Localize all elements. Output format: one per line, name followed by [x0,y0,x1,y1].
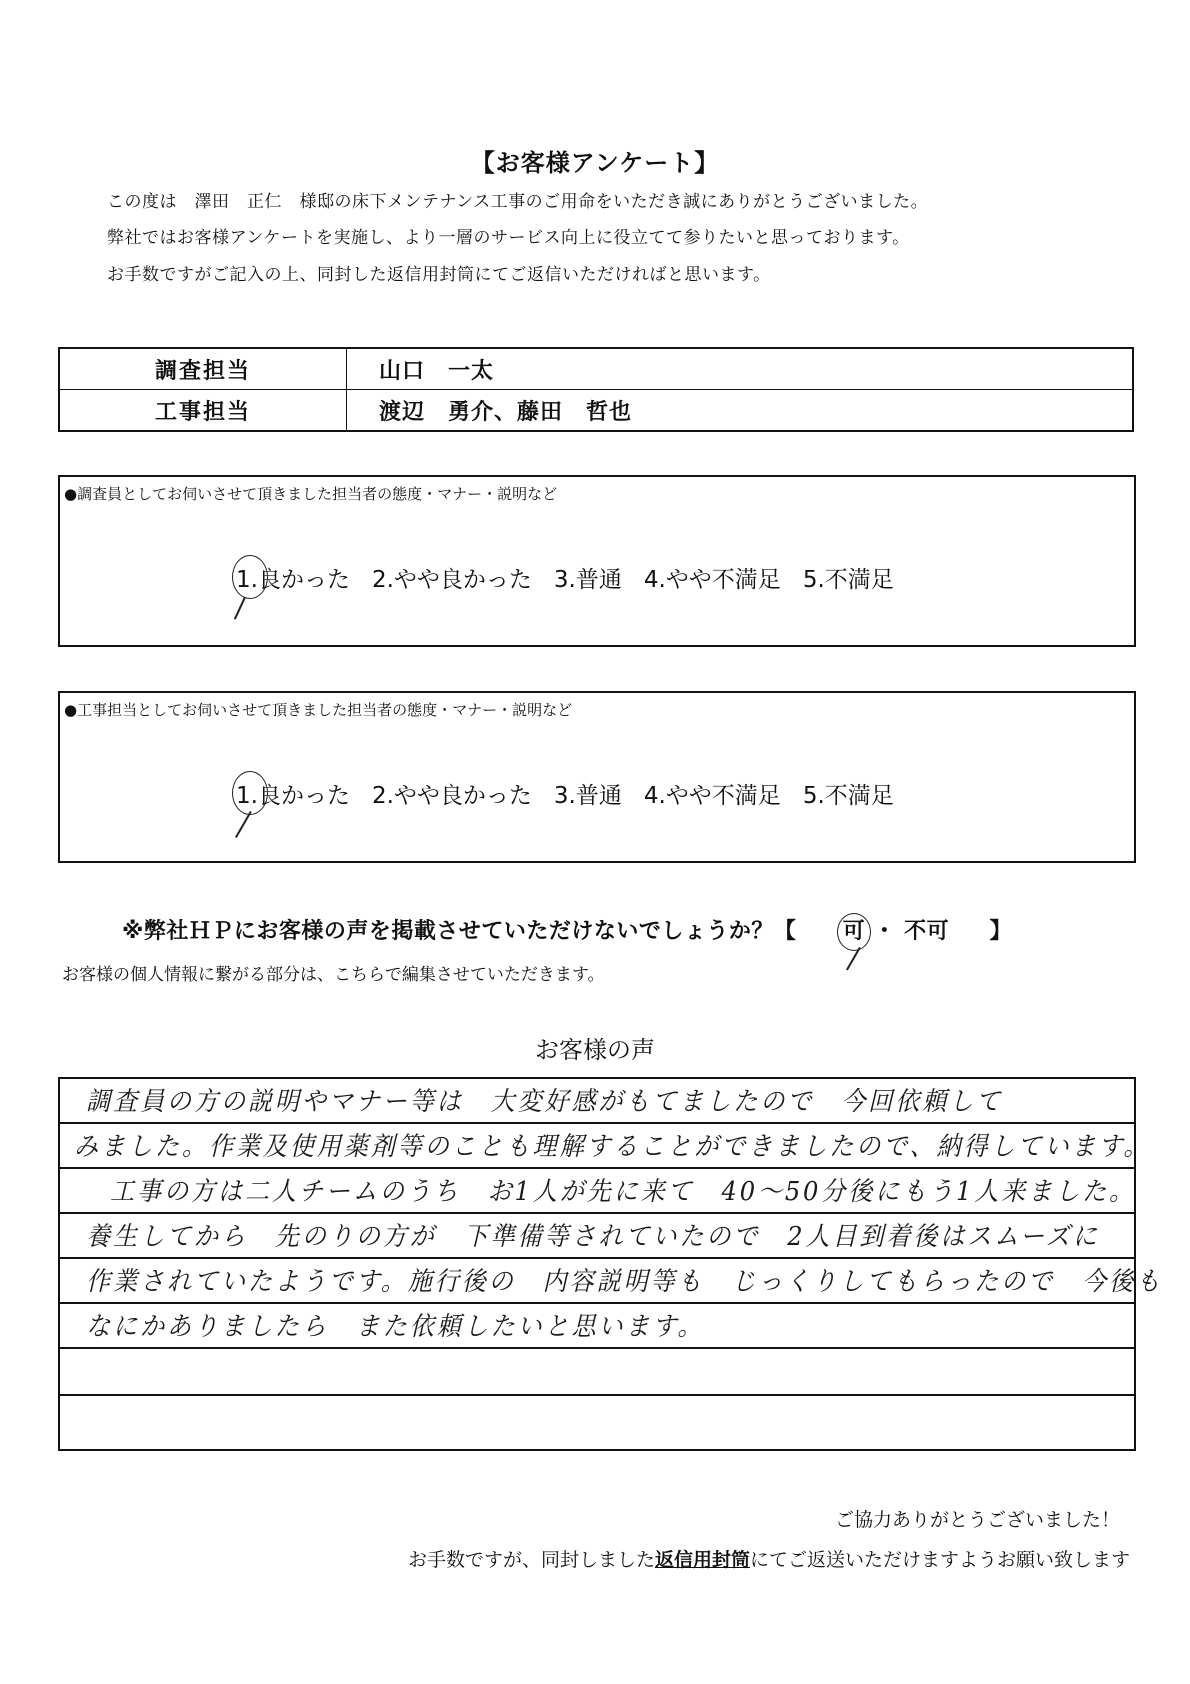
intro-line-3: お手数ですがご記入の上、同封した返信用封筒にてご返信いただければと思います。 [107,265,771,285]
rating-question: ●調査員としてお伺いさせて頂きました担当者の態度・マナー・説明など [64,485,558,503]
return-envelope-emphasis: 返信用封筒 [654,1549,750,1571]
selected-circle-mark [837,913,871,951]
rating-option-1[interactable]: 1.良かった [236,567,350,593]
handwritten-text: 調査員の方の説明やマナー等は 大変好感がもてましたので 今回依頼して [86,1087,1003,1117]
closing-post: にてご返送いただけますようお願い致します [749,1549,1130,1571]
handwritten-text: なにかありましたら また依頼したいと思います。 [86,1312,705,1342]
staff-value: 山口 一太 [347,348,1134,390]
rating-option-5[interactable]: 5.不満足 [802,567,894,593]
check-tail-mark [234,597,246,620]
staff-table [58,347,1134,432]
staff-value: 渡辺 勇介、藤田 哲也 [347,390,1134,432]
handwritten-text: 工事の方は二人チームのうち お1人が先に来て 40〜50分後にもう1人来ました。 [110,1177,1137,1207]
rating-question: ●工事担当としてお伺いさせて頂きました担当者の態度・マナー・説明など [64,701,573,719]
hp-permission-question [122,914,1012,945]
rating-option-1[interactable]: 1.良かった [236,783,350,809]
hp-separator: ・ [873,919,896,944]
voice-line [60,1214,1134,1259]
voice-line [60,1304,1134,1349]
staff-row-construction [59,390,1133,432]
handwritten-text: 作業されていたようです。施行後の 内容説明等も じっくりしてもらったので 今後も [86,1267,1163,1297]
handwritten-text: 養生してから 先のりの方が 下準備等されていたので 2人目到着後はスムーズに [86,1222,1100,1252]
voice-line [60,1259,1163,1304]
hp-privacy-note: お客様の個人情報に繋がる部分は、こちらで編集させていただきます。 [62,965,605,985]
customer-voice-box [58,1077,1163,1451]
rating-option-5[interactable]: 5.不満足 [802,783,894,809]
voice-line [60,1079,1134,1124]
rating-option-4[interactable]: 4.やや不満足 [643,567,781,593]
selected-circle-mark [232,771,268,815]
staff-label: 工事担当 [59,390,347,432]
voice-line [60,1124,1151,1169]
intro-line-2: 弊社ではお客様アンケートを実施し、より一層のサービス向上に役立てて参りたいと思っております。 [107,228,910,248]
staff-row-survey [59,348,1133,390]
rating-option-3[interactable]: 3.普通 [553,783,622,809]
rating-option-2[interactable]: 2.やや良かった [371,783,532,809]
rating-options [236,561,916,594]
closing-text [408,1545,1130,1572]
page-title: 【お客様アンケート】 [470,149,720,177]
hp-option-yes-label: 可 [842,919,866,944]
rating-option-2[interactable]: 2.やや良かった [371,567,532,593]
check-tail-mark [235,811,252,838]
hp-option-yes[interactable] [843,919,874,944]
closing-pre: お手数ですが、同封しました [407,1549,655,1571]
handwritten-text: みました。作業及使用薬剤等のことも理解することができましたので、納得しています。 [74,1132,1151,1162]
rating-box-construction [58,691,1136,863]
rating-option-4[interactable]: 4.やや不満足 [643,783,781,809]
selected-circle-mark [232,555,268,599]
voice-title: お客様の声 [535,1036,655,1064]
staff-label: 調査担当 [59,348,347,390]
rating-options [236,777,916,810]
rating-option-3[interactable]: 3.普通 [553,567,622,593]
voice-rule [60,1394,1134,1396]
hp-option-no[interactable]: 不可 [904,919,950,944]
voice-line [60,1169,1137,1214]
thanks-text: ご協力ありがとうございました！ [834,1509,1120,1531]
hp-close-bracket: 】 [989,919,1012,944]
rating-box-survey [58,475,1136,647]
voice-line [60,1349,1134,1447]
hp-question-text: ※弊社ＨＰにお客様の声を掲載させていただけないでしょうか？【 [122,919,797,944]
intro-line-1: この度は 澤田 正仁 様邸の床下メンテナンス工事のご用命をいただき誠にありがとうございました。 [107,192,929,212]
